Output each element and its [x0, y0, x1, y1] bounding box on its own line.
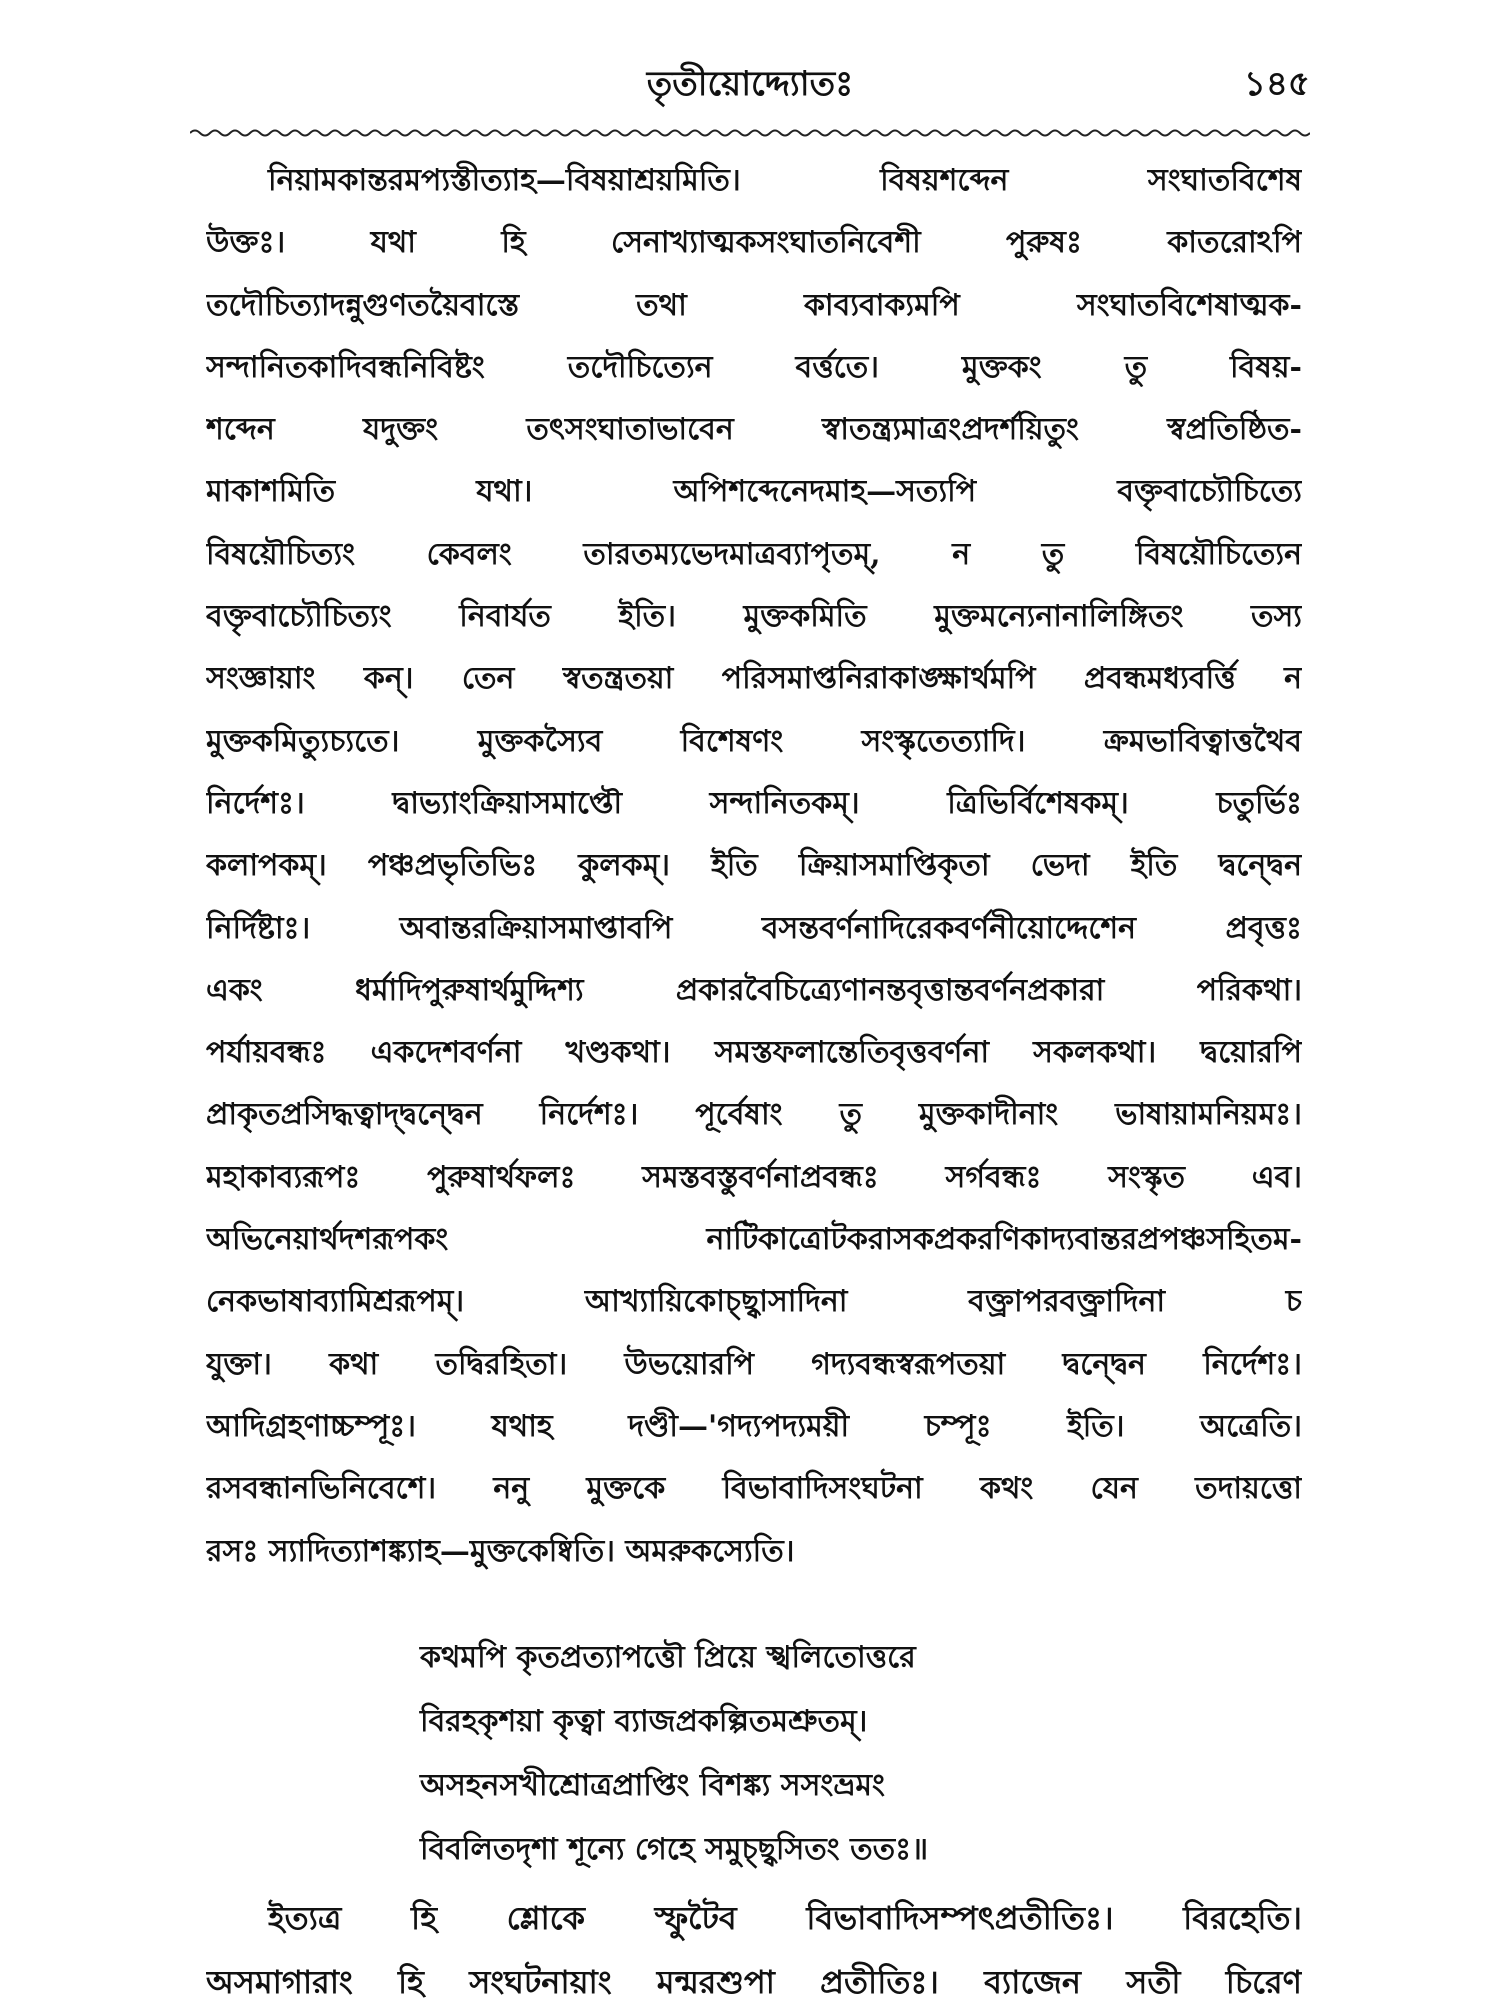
page-header: [190, 58, 1310, 118]
text-line: কলাপকম্। পঞ্চপ্রভৃতিভিঃ কুলকম্। ইতি ক্রিয়াসমাপ্তিকৃতা ভেদা ইতি দ্বন্দ্বেন: [206, 848, 1302, 884]
text-line: রসঃ স্যাদিত্যাশঙ্ক্যাহ—মুক্তকেষ্বিতি। অমরুকস্যেতি।: [206, 1533, 795, 1569]
text-line: নির্দেশঃ। দ্বাভ্যাংক্রিয়াসমাপ্তৌ সন্দানিতকম্। ত্রিভির্বিশেষকম্। চতুর্ভিঃ: [206, 785, 1302, 821]
text-line: নির্দিষ্টাঃ। অবান্তরক্রিয়াসমাপ্তাবপি বসন্তবর্ণনাদিরেকবর্ণনীয়োদ্দেশেন প্রবৃত্তঃ: [206, 910, 1302, 946]
text-line: অভিনেয়ার্থদশরূপকং নাটিকাত্রোটকরাসকপ্রকরণিকাদ্যবান্তরপ্রপঞ্চসহিতম-: [206, 1222, 1302, 1258]
commentary-continuation: [206, 1886, 1302, 2014]
text-line: শব্দেন যদুক্তং তৎসংঘাতাভাবেন স্বাতন্ত্র্যমাত্রংপ্রদর্শয়িতুং স্বপ্রতিষ্ঠিত-: [206, 412, 1302, 448]
text-line: সংজ্ঞায়াং কন্। তেন স্বতন্ত্রতয়া পরিসমাপ্তনিরাকাঙ্ক্ষার্থমপি প্রবন্ধমধ্যবর্ত্তি ন: [206, 661, 1302, 697]
text-line: তদৌচিত্যাদন্নুগুণতয়ৈবাস্তে তথা কাব্যবাক্যমপি সংঘাতবিশেষাত্মক-: [206, 287, 1302, 323]
text-line: পর্যায়বন্ধঃ একদেশবর্ণনা খণ্ডকথা। সমস্তফলান্তেতিবৃত্তবর্ণনা সকলকথা। দ্বয়োরপি: [206, 1035, 1302, 1071]
text-line: সন্দানিতকাদিবন্ধনিবিষ্টং তদৌচিত্যেন বর্ত্ততে। মুক্তকং তু বিষয়-: [206, 349, 1302, 385]
text-line: ইত্যত্র হি শ্লোকে স্ফুটৈব বিভাবাদিসম্পৎপ্রতীতিঃ। বিরহেতি।: [268, 1899, 1302, 1937]
verse-line: বিবলিতদৃশা শূন্যে গেহে সমুচ্ছ্বসিতং ততঃ॥: [420, 1832, 929, 1867]
commentary-text: [206, 150, 1302, 1583]
text-line: যুক্তা। কথা তদ্বিরহিতা। উভয়োরপি গদ্যবন্ধস্বরূপতয়া দ্বন্দ্বেন নির্দেশঃ।: [206, 1346, 1302, 1382]
verse-line: অসহনসখীশ্রোত্রপ্রাপ্তিং বিশঙ্ক্য সসংভ্রমং: [420, 1768, 885, 1803]
text-line: বক্তৃবাচ্যৌচিত্যং নিবার্যত ইতি। মুক্তকমিতি মুক্তমন্যেনানালিঙ্গিতং তস্য: [206, 599, 1302, 635]
text-line: প্রাকৃতপ্রসিদ্ধত্বাদ্দ্বন্দ্বেন নির্দেশঃ। পূর্বেষাং তু মুক্তকাদীনাং ভাষায়ামনিয়মঃ।: [206, 1097, 1302, 1133]
quoted-verse: [420, 1626, 1140, 1882]
text-line: মুক্তকমিত্যুচ্যতে। মুক্তকস্যৈব বিশেষণং সংস্কৃতেত্যাদি। ক্রমভাবিত্বাত্তথৈব: [206, 723, 1302, 759]
text-line: মহাকাব্যরূপঃ পুরুষার্থফলঃ সমস্তবস্তুবর্ণনাপ্রবন্ধঃ সর্গবন্ধঃ সংস্কৃত এব।: [206, 1159, 1302, 1195]
verse-line: বিরহকৃশয়া কৃত্বা ব্যাজপ্রকল্পিতমশ্রুতম্।: [420, 1704, 868, 1739]
running-head: তৃতীয়োদ্দ্যোতঃ: [646, 64, 854, 104]
text-line: আদিগ্রহণাচ্চম্পূঃ। যথাহ দণ্ডী—'গদ্যপদ্যময়ী চম্পূঃ ইতি। অত্রেতি।: [206, 1408, 1302, 1444]
text-line: মাকাশমিতি যথা। অপিশব্দেনেদমাহ—সত্যপি বক্তৃবাচ্যৌচিত্যে: [206, 474, 1302, 510]
text-line: নেকভাষাব্যামিশ্ররূপম্। আখ্যায়িকোচ্ছ্বাসাদিনা বক্ত্রাপরবক্ত্রাদিনা চ: [206, 1284, 1302, 1320]
header-rule: [190, 126, 1310, 140]
text-line: অসমাগারাং হি সংঘটনায়াং মন্মরশুপা প্রতীতিঃ। ব্যাজেন সতী চিরেণ: [206, 1963, 1302, 2001]
text-line: রসবন্ধানভিনিবেশে। ননু মুক্তকে বিভাবাদিসংঘটনা কথং যেন তদায়ত্তো: [206, 1471, 1302, 1507]
text-line: একং ধর্মাদিপুরুষার্থমুদ্দিশ্য প্রকারবৈচিত্র্যেণানন্তবৃত্তান্তবর্ণনপ্রকারা পরিকথা।: [206, 972, 1302, 1008]
page-number: ১৪৫: [1243, 64, 1310, 104]
text-line: বিষয়ৌচিত্যং কেবলং তারতম্যভেদমাত্রব্যাপৃতম্, ন তু বিষয়ৌচিত্যেন: [206, 536, 1302, 572]
text-line: নিয়ামকান্তরমপ্যস্তীত্যাহ—বিষয়াশ্রয়মিতি। বিষয়শব্দেন সংঘাতবিশেষ: [268, 163, 1302, 198]
text-line: উক্তঃ। যথা হি সেনাখ্যাত্মকসংঘাতনিবেশী পুরুষঃ কাতরোঽপি: [206, 225, 1302, 261]
verse-line: কথমপি কৃতপ্রত্যাপত্তৌ প্রিয়ে স্খলিতোত্তরে: [420, 1640, 916, 1675]
